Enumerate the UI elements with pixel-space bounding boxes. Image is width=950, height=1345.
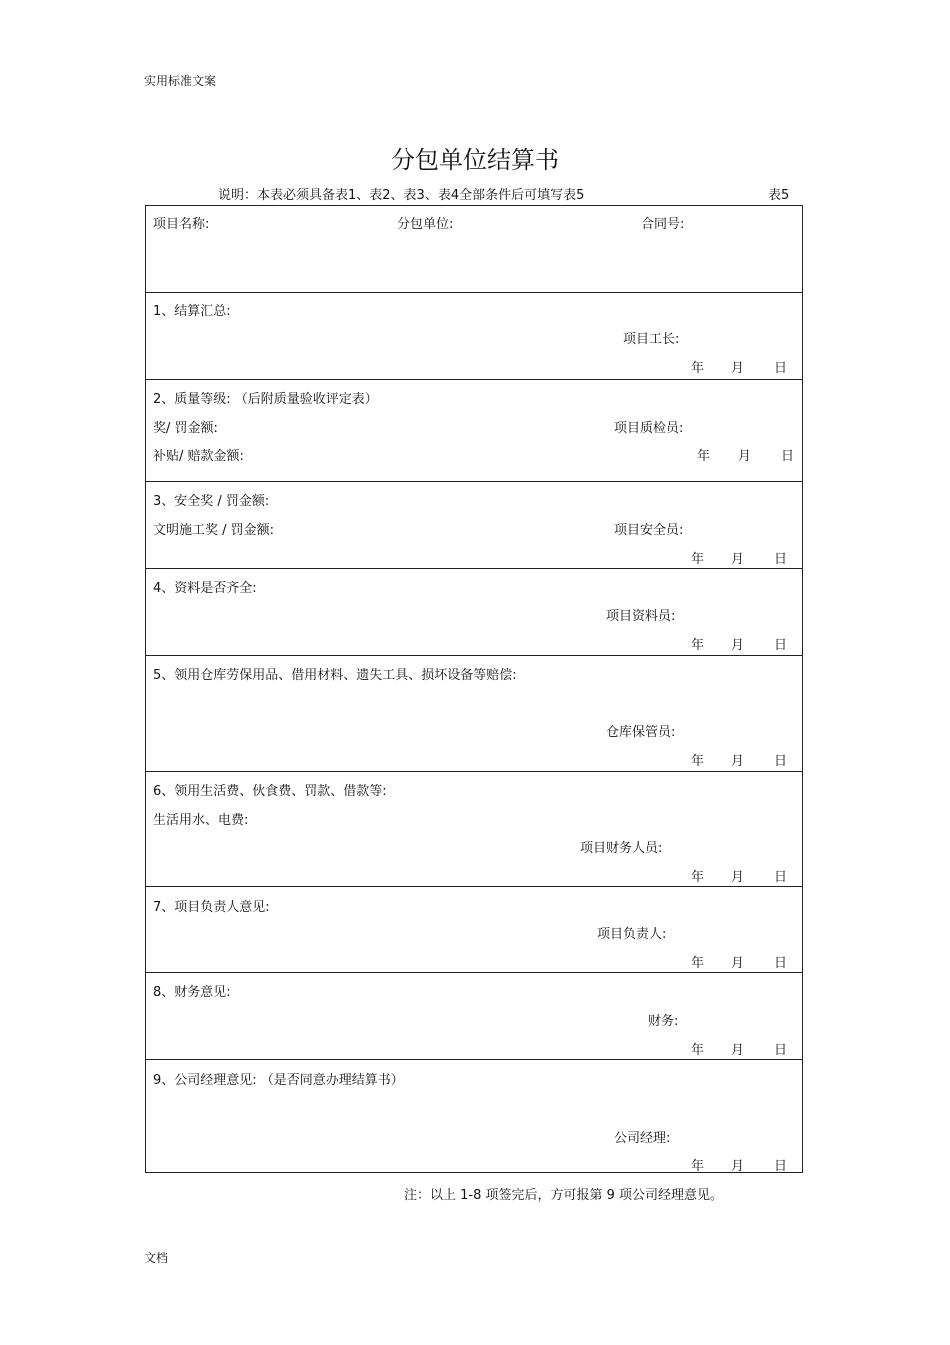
section-title: 6、领用生活费、伙食费、罚款、借款等: [153, 784, 387, 799]
civilized-construction-label: 文明施工奖 / 罚金额: [153, 523, 275, 538]
section-title: 8、财务意见: [153, 985, 231, 1000]
date-month: 月 [738, 449, 752, 464]
date-day: 日 [774, 870, 788, 885]
date-day: 日 [774, 361, 788, 376]
page-header: 实用标准文案 [144, 74, 217, 88]
signer-label: 仓库保管员: [606, 725, 676, 740]
page-footer: 文档 [144, 1251, 169, 1265]
date-year: 年 [691, 361, 705, 376]
date-month: 月 [731, 552, 745, 567]
date-month: 月 [731, 638, 745, 653]
signer-label: 项目资料员: [606, 609, 676, 624]
date-day: 日 [774, 638, 788, 653]
section-title: 3、安全奖 / 罚金额: [153, 494, 270, 509]
section-title: 9、公司经理意见: （是否同意办理结算书） [153, 1073, 404, 1088]
section-6 [146, 771, 802, 886]
date-year: 年 [691, 754, 705, 769]
section-title: 7、项目负责人意见: [153, 900, 270, 915]
date-year: 年 [691, 956, 705, 971]
date-month: 月 [731, 361, 745, 376]
subcontractor-label: 分包单位: [397, 217, 454, 232]
section-7 [146, 886, 802, 972]
signer-label: 项目财务人员: [580, 841, 663, 856]
date-day: 日 [774, 956, 788, 971]
date-year: 年 [691, 552, 705, 567]
date-month: 月 [731, 754, 745, 769]
date-year: 年 [691, 638, 705, 653]
signer-label: 财务: [648, 1014, 679, 1029]
date-month: 月 [731, 956, 745, 971]
subsidy-compensation-label: 补贴/ 赔款金额: [153, 449, 244, 464]
description: 说明：本表必须具备表1、表2、表3、表4全部条件后可填写表5 [218, 188, 585, 203]
signer-label: 项目质检员: [614, 421, 684, 436]
project-name-label: 项目名称: [153, 217, 210, 232]
date-day: 日 [781, 449, 795, 464]
signer-label: 项目负责人: [597, 927, 667, 942]
section-4 [146, 568, 802, 655]
signer-label: 公司经理: [614, 1131, 671, 1146]
signer-label: 项目安全员: [614, 523, 684, 538]
table-number: 表5 [768, 188, 790, 203]
date-day: 日 [774, 754, 788, 769]
section-title: 5、领用仓库劳保用品、借用材料、遗失工具、损坏设备等赔偿: [153, 668, 517, 683]
date-month: 月 [731, 1159, 745, 1174]
contract-no-label: 合同号: [641, 217, 685, 232]
section-title: 4、资料是否齐全: [153, 581, 257, 596]
date-day: 日 [774, 552, 788, 567]
section-2 [146, 379, 802, 481]
footnote: 注：以上 1-8 项签完后，方可报第 9 项公司经理意见。 [404, 1188, 724, 1203]
date-year: 年 [691, 870, 705, 885]
document-title: 分包单位结算书 [391, 146, 559, 174]
date-day: 日 [774, 1043, 788, 1058]
date-day: 日 [774, 1159, 788, 1174]
section-3 [146, 481, 802, 568]
section-8 [146, 972, 802, 1059]
section-title: 2、质量等级: （后附质量验收评定表） [153, 392, 378, 407]
section-5 [146, 655, 802, 771]
utilities-label: 生活用水、电费: [153, 813, 249, 828]
info-row [146, 206, 802, 292]
settlement-form [145, 205, 803, 1173]
date-month: 月 [731, 870, 745, 885]
signer-label: 项目工长: [623, 332, 680, 347]
section-1 [146, 292, 802, 379]
reward-penalty-label: 奖/ 罚金额: [153, 421, 218, 436]
section-title: 1、结算汇总: [153, 304, 231, 319]
date-month: 月 [731, 1043, 745, 1058]
date-year: 年 [697, 449, 711, 464]
date-year: 年 [691, 1043, 705, 1058]
date-year: 年 [691, 1159, 705, 1174]
section-9 [146, 1059, 802, 1174]
